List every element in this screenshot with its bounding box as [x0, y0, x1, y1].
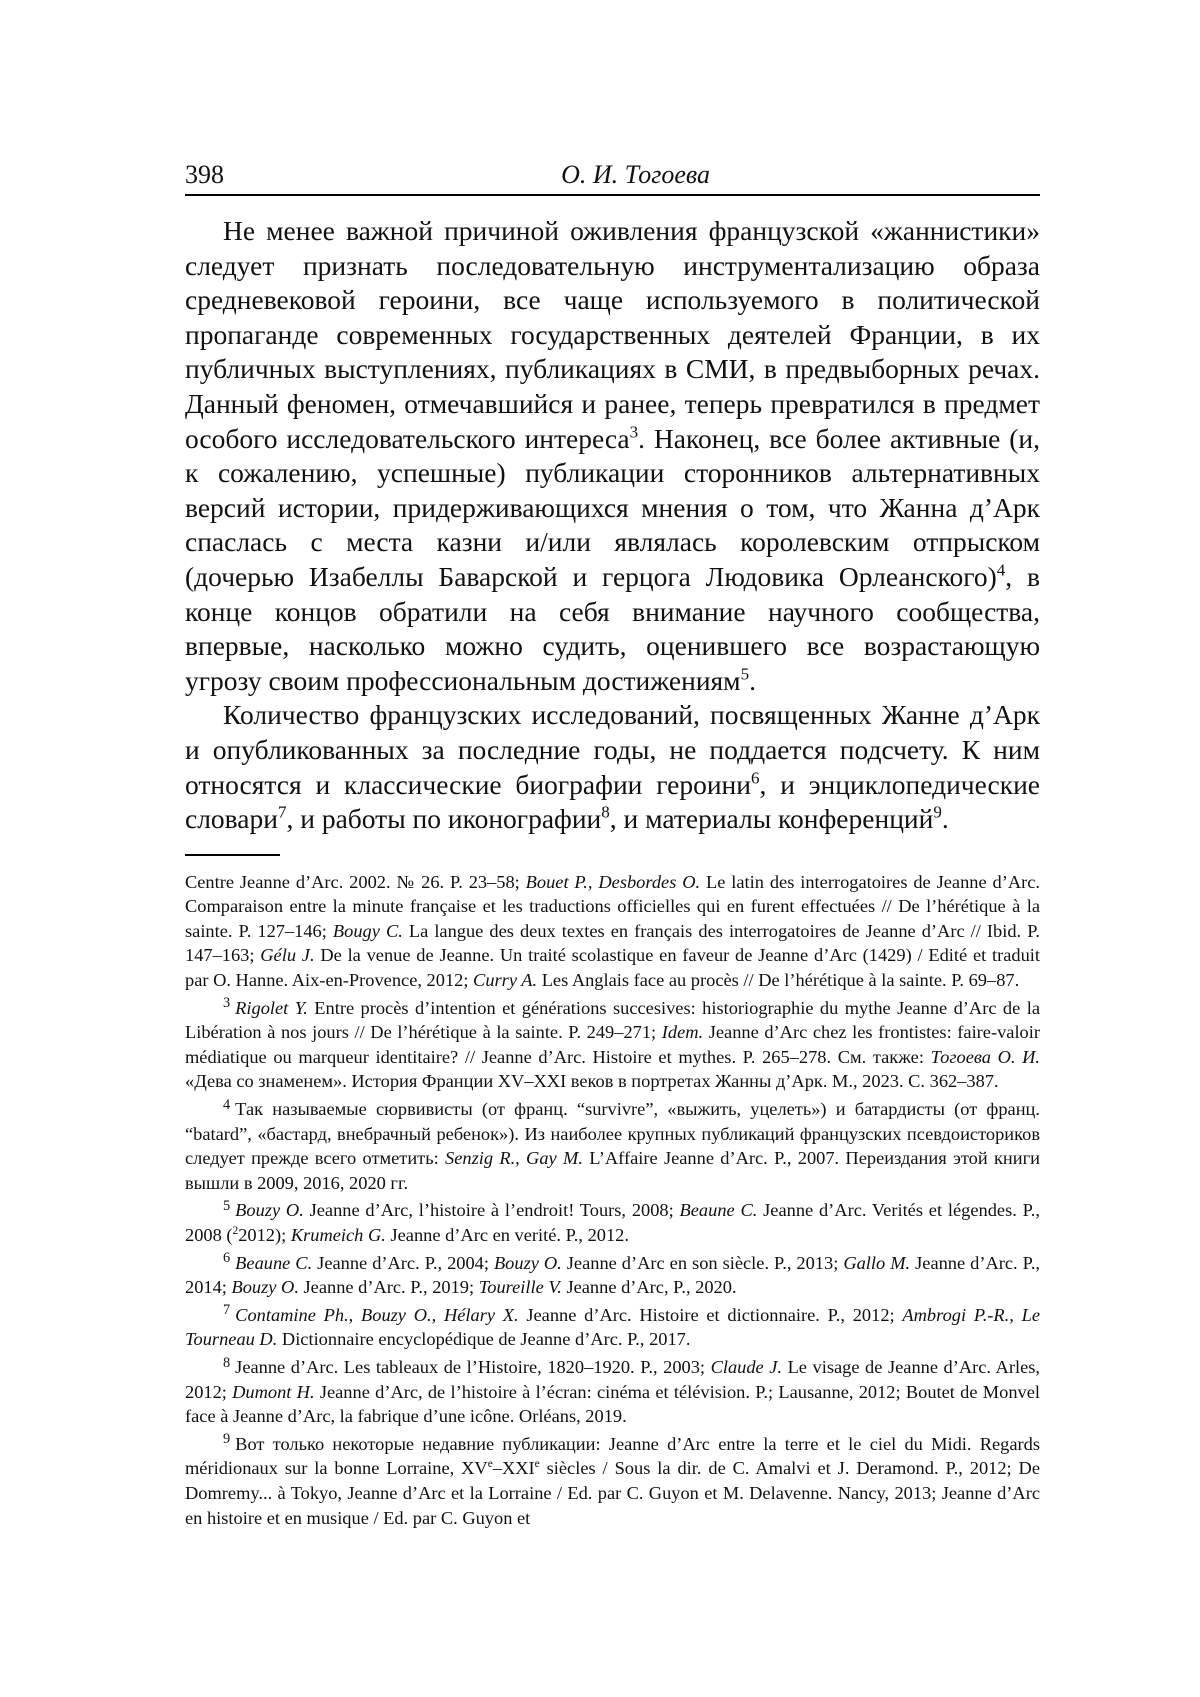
text-run: Centre Jeanne d’Arc. 2002. № 26. P. 23–58; [185, 871, 526, 892]
page-number: 398 [185, 160, 224, 189]
text-run: «Дева со знаменем». История Франции XV–XXI веков в портретах Жанны д’Арк. М., 2023. С. 362–387. [185, 1071, 999, 1092]
text-run: , в конце концов обратили на себя внимание научного сообщества, впервые, насколько можно судить, оценившего все возрастающую угрозу своим профессиональным достижениям [185, 560, 1040, 696]
document-page [185, 160, 1040, 1530]
text-run: Jeanne d’Arc en son siècle. P., 2013; [561, 1252, 844, 1273]
text-run: Entre procès d’intention et générations succesives: historiographie du mythe Jeanne d’Arc de la Libération à nos jours // De l’hérétique à la sainte. P. 249–271; [185, 997, 1040, 1043]
author-name: Bouzy O. [493, 1252, 562, 1273]
text-run: Jeanne d’Arc, l’histoire à l’endroit! Tours, 2008; [303, 1200, 680, 1221]
author-name: Toureille V. [478, 1277, 562, 1298]
text-run: Jeanne d’Arc en verité. P., 2012. [385, 1225, 629, 1245]
author-name: Gélu J. [260, 945, 315, 966]
text-run: Le visage de Jeanne d’Arc. Arles, 2012; [185, 1356, 1040, 1402]
text-run: Jeanne d’Arc, de l’histoire à l’écran: cinéma et télévision. P.; Lausanne, 2012; Boutet de Monvel face à Jeanne d’Arc, la fabrique d’une icône. Orléans, 2019. [185, 1381, 1040, 1427]
author-name: Bouet P., Desbordes O. [525, 871, 701, 892]
text-run: Jeanne d’Arc. Verités et légendes. P., 2008 ( [185, 1200, 1041, 1245]
footnote-number: 3 [223, 995, 231, 1012]
footnote-ref[interactable]: 5 [740, 664, 750, 684]
text-run: Jeanne d’Arc. P., 2019; [298, 1277, 479, 1298]
author-name: Rigolet Y. [235, 997, 308, 1018]
footnotes [185, 870, 1040, 1530]
footnote-number: 7 [223, 1302, 231, 1319]
text-run: Jeanne d’Arc chez les frontistes: faire-valoir médiatique ou marqueur identitaire? // Jeanne d’Arc. Histoire et mythes. P. 265–278. См. также: [185, 1022, 1040, 1067]
century-superscript: e [534, 1458, 540, 1471]
text-run: , и работы по иконографии [286, 803, 602, 835]
author-name: Claude J. [710, 1356, 783, 1377]
paragraph [185, 698, 1040, 836]
footnote-number: 4 [223, 1096, 231, 1113]
footnote-ref[interactable]: 9 [933, 802, 942, 822]
edition-superscript: 2 [232, 1224, 239, 1237]
main-text [185, 214, 1040, 837]
author-name: Beaune C. [679, 1200, 758, 1221]
footnote-ref[interactable]: 3 [629, 422, 639, 441]
footnote-5 [185, 1198, 1040, 1247]
text-run: siècles / Sous la dir. de C. Amalvi et J. Deramond. P., 2012; De Domremy... à Tokyo, Jeanne d’Arc et la Lorraine / Ed. par C. Guyon et M. Delavenne. Nancy, 2013; Jeanne d’Arc en histoire et en musique / Ed. par C. Guyon et [185, 1458, 1041, 1528]
author-name: Beaune C. [235, 1252, 313, 1273]
footnote-separator [185, 854, 280, 856]
footnote-number: 9 [223, 1431, 231, 1448]
text-run: Так называемые сюрвивисты (от франц. “survivre”, «выжить, уцелеть») и батардисты (от франц. “batard”, «бастард, внебрачный ребенок»). Из наиболее крупных публикаций французских псевдоисториков следует прежде всего отметить: [185, 1099, 1040, 1169]
text-run: . [749, 664, 756, 696]
footnote-8 [185, 1355, 1040, 1429]
text-run: –XXI [492, 1458, 535, 1479]
footnote-number: 5 [223, 1197, 231, 1214]
author-name: Idem. [661, 1022, 704, 1043]
footnote-3 [185, 996, 1040, 1094]
paragraph [185, 214, 1040, 698]
author-name: Curry A. [473, 970, 538, 991]
footnote-6 [185, 1251, 1040, 1300]
author-name: Senzig R., Gay M. [445, 1148, 583, 1169]
footnote-number: 6 [223, 1250, 231, 1267]
text-run: Количество французских исследований, посвященных Жанне д’Арк и опубликованных за последние годы, не поддается подсчету. К ним относятся и классические биографии героини [185, 699, 1040, 800]
footnote-number: 8 [223, 1354, 231, 1371]
footnote-continued [185, 870, 1040, 993]
text-run: L’Affaire Jeanne d’Arc. P., 2007. Переиздания этой книги вышли в 2009, 2016, 2020 гг. [185, 1148, 1040, 1193]
text-run: Jeanne d’Arc. P., 2004; [312, 1252, 494, 1273]
footnote-9 [185, 1432, 1040, 1530]
text-run: Les Anglais face au procès // De l’hérétique à la sainte. P. 69–87. [537, 970, 1020, 991]
text-run: Вот только некоторые недавние публикации: Jeanne d’Arc entre la terre et le ciel du Midi. Regards méridionaux sur la bonne Lorraine, XV [185, 1433, 1040, 1479]
running-header [185, 160, 1040, 196]
author-name: Bouzy O. [235, 1200, 304, 1221]
text-run: Le latin des interrogatoires de Jeanne d’Arc. Comparaison entre la minute française et les traductions officielles qui en furent effectuées // De l’hérétique à la sainte. P. 127–146; [185, 871, 1041, 941]
century-superscript: e [487, 1458, 493, 1471]
text-run: Jeanne d’Arc. Les tableaux de l’Histoire, 1820–1920. P., 2003; [235, 1356, 711, 1377]
text-run: Jeanne d’Arc. Histoire et dictionnaire. P., 2012; [518, 1304, 903, 1325]
text-run: Jeanne d’Arc. P., 2014; [185, 1252, 1041, 1298]
text-run: La langue des deux textes en français des interrogatoires de Jeanne d’Arc // Ibid. P. 147–163; [185, 920, 1040, 966]
author-name: Bouzy O. [231, 1277, 299, 1298]
text-run: . Наконец, все более активные (и, к сожалению, успешные) публикации сторонников альтернативных версий истории, придерживающихся мнения о том, что Жанна д’Арк спаслась с места казни и/или являлась королевским отпрыском (дочерью Изабеллы Баварской и герцога Людовика Орлеанского) [185, 422, 1041, 592]
footnote-ref[interactable]: 6 [750, 767, 760, 787]
author-name: Krumeich G. [290, 1225, 386, 1245]
text-run: Не менее важной причиной оживления французской «жаннистики» следует признать последовательную инструментализацию образа средневековой героини, все чаще используемого в политической пропаганде современных государственных деятелей Франции, в их публичных выступлениях, публикациях в СМИ, в предвыборных речах. Данный феномен, отмечавшийся и ранее, теперь превратился в предмет особого исследовательского интереса [185, 215, 1040, 454]
footnote-ref[interactable]: 7 [277, 802, 287, 822]
running-head-author: О. И. Тогоева [561, 160, 710, 189]
footnote-ref[interactable]: 8 [601, 802, 610, 822]
author-name: Gallo M. [843, 1252, 911, 1273]
author-name: Тогоева О. И. [930, 1046, 1040, 1067]
footnote-7 [185, 1303, 1040, 1352]
author-name: Bougy C. [332, 920, 403, 941]
text-run: , и материалы конференций [609, 803, 934, 835]
text-run: . [941, 803, 949, 835]
text-run: Dictionnaire encyclopédique de Jeanne d’Arc. P., 2017. [277, 1329, 691, 1350]
author-name: Dumont H. [232, 1381, 315, 1402]
author-name: Contamine Ph., Bouzy O., Hélary X. [235, 1304, 519, 1325]
text-run: , и энциклопедические словари [185, 768, 1041, 835]
text-run: 2012); [238, 1225, 291, 1245]
footnote-4 [185, 1097, 1040, 1195]
text-run: Jeanne d’Arc, P., 2020. [561, 1277, 737, 1298]
text-run: De la venue de Jeanne. Un traité scolastique en faveur de Jeanne d’Arc (1429) / Edité et traduit par O. Hanne. Aix-en-Provence, 2012; [185, 945, 1041, 991]
footnote-ref[interactable]: 4 [996, 560, 1006, 580]
author-name: Ambrogi P.-R., Le Tourneau D. [185, 1304, 1040, 1350]
